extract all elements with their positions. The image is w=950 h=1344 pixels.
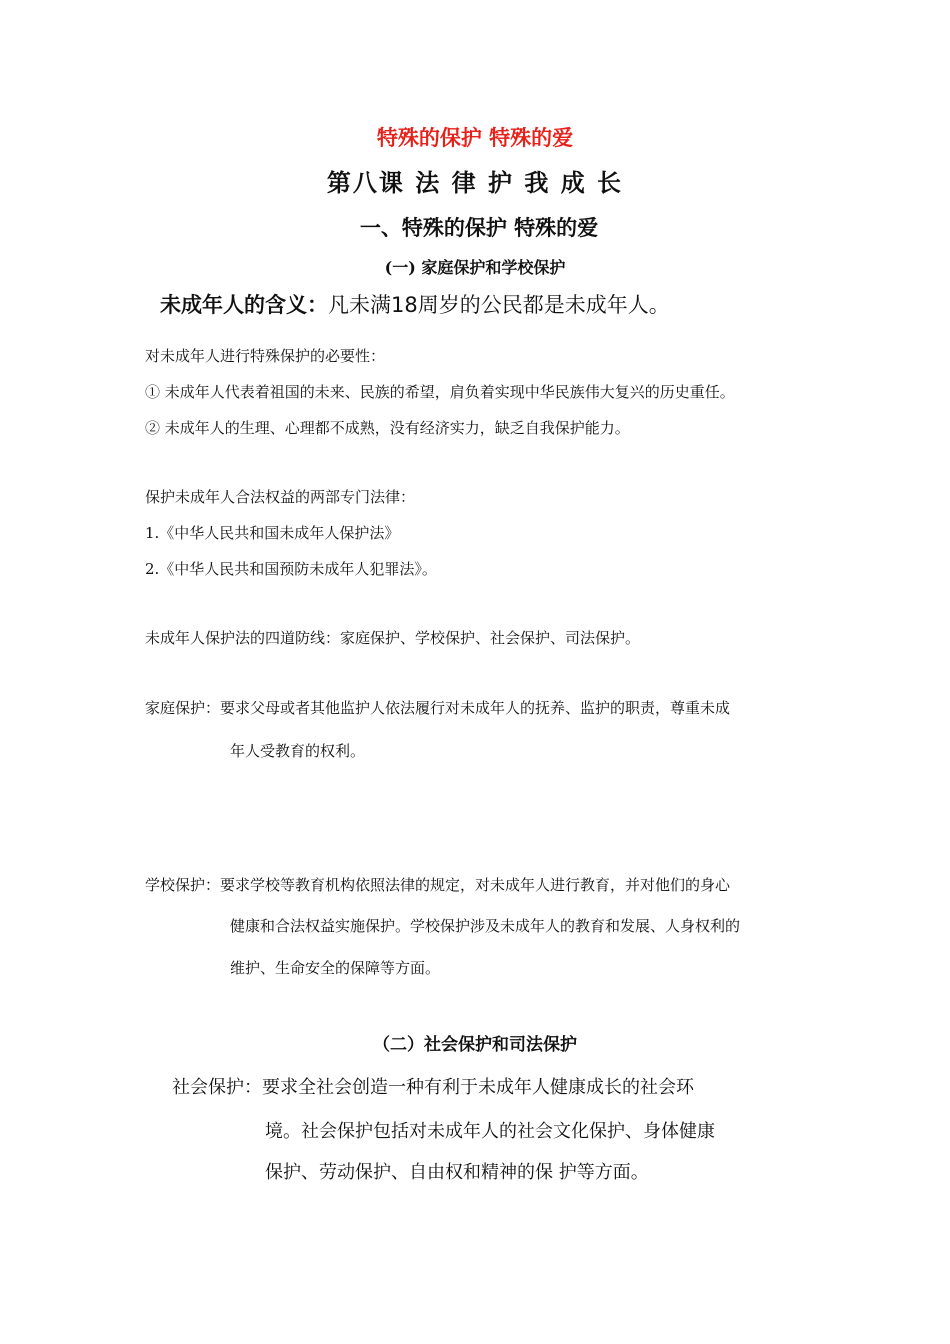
social-protection-line-1: 社会保护：要求全社会创造一种有利于未成年人健康成长的社会环	[172, 1077, 694, 1098]
necessity-item-1: ① 未成年人代表着祖国的未来、民族的希望，肩负着实现中华民族伟大复兴的历史重任。	[145, 383, 735, 401]
social-protection-line-2: 境。社会保护包括对未成年人的社会文化保护、身体健康	[265, 1121, 715, 1142]
family-protection-line-1: 家庭保护：要求父母或者其他监护人依法履行对未成年人的抚养、监护的职责，尊重未成	[145, 699, 731, 717]
necessity-item-2: ② 未成年人的生理、心理都不成熟，没有经济实力，缺乏自我保护能力。	[145, 419, 630, 437]
law-item-1: 1.《中华人民共和国未成年人保护法》	[145, 524, 400, 542]
necessity-heading: 对未成年人进行特殊保护的必要性：	[145, 347, 386, 365]
school-protection-line-1: 学校保护：要求学校等教育机构依照法律的规定，对未成年人进行教育，并对他们的身心	[145, 876, 731, 894]
family-protection-line-2: 年人受教育的权利。	[230, 742, 366, 760]
definition-label: 未成年人的含义：	[160, 293, 328, 317]
definition-text: 凡未满18周岁的公民都是未成年人。	[328, 293, 670, 317]
lesson-heading: 第八课 法 律 护 我 成 长	[326, 169, 624, 197]
four-defenses: 未成年人保护法的四道防线：家庭保护、学校保护、社会保护、司法保护。	[145, 629, 641, 647]
school-protection-line-2: 健康和合法权益实施保护。学校保护涉及未成年人的教育和发展、人身权利的	[230, 917, 741, 935]
subsection-heading-2: （二）社会保护和司法保护	[373, 1035, 577, 1055]
laws-heading: 保护未成年人合法权益的两部专门法律：	[145, 488, 416, 506]
section-heading: 一、特殊的保护 特殊的爱	[359, 216, 599, 240]
law-item-2: 2.《中华人民共和国预防未成年人犯罪法》。	[145, 560, 437, 578]
subsection-heading-1: (一) 家庭保护和学校保护	[384, 258, 566, 277]
definition	[160, 289, 670, 319]
school-protection-line-3: 维护、生命安全的保障等方面。	[230, 959, 441, 977]
document-title: 特殊的保护 特殊的爱	[376, 125, 574, 150]
social-protection-line-3: 保护、劳动保护、自由权和精神的保 护等方面。	[265, 1162, 649, 1183]
